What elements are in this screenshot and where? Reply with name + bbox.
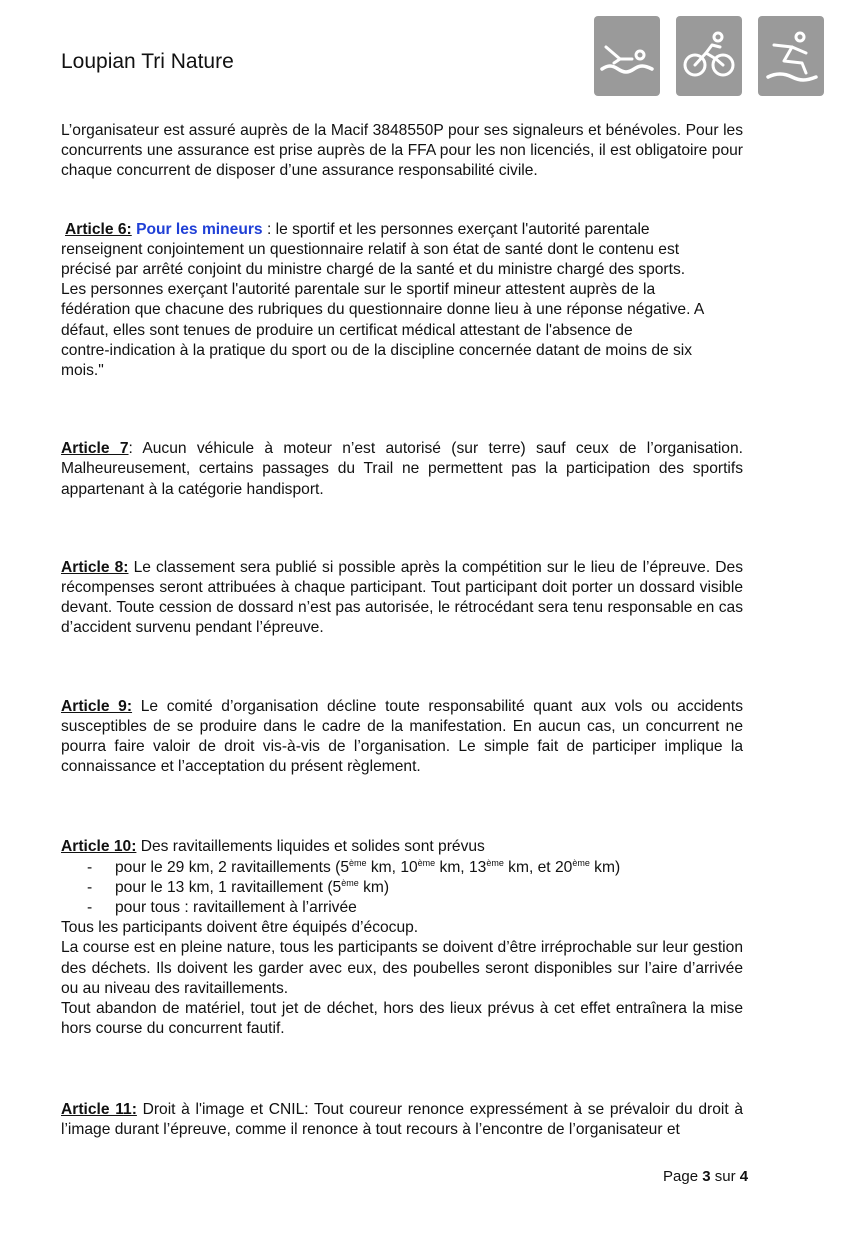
article-11-text: Droit à l'image et CNIL: Tout coureur renonce expressément à se prévaloir du droit à l’image durant l’épreuve, comme il renonce à tout recours à l’encontre de l’organisateur et <box>61 1100 744 1138</box>
sport-icons <box>594 16 824 96</box>
article-6-line: fédération que chacune des rubriques du questionnaire donne lieu à une réponse négative. A <box>61 301 705 319</box>
swim-icon <box>594 16 660 96</box>
article-10 <box>61 837 743 1039</box>
article-6-title: Article 6: <box>65 220 132 238</box>
article-6-line: renseignent conjointement un questionnaire relatif à son état de santé dont le contenu est <box>61 240 680 258</box>
list-item: - pour le 13 km, 1 ravitaillement (5ème km) <box>87 878 743 898</box>
article-6-line: contre-indication à la pratique du sport ou de la discipline concernée datant de moins de six <box>61 341 693 359</box>
article-6-line: Les personnes exerçant l'autorité parentale sur le sportif mineur attestent auprès de la <box>61 281 656 299</box>
article-7-text: : Aucun véhicule à moteur n’est autorisé (sur terre) sauf ceux de l’organisation. Malheureusement, certains passages du Trail ne permettent pas la participation des sportifs appartenant à la catégorie handisport. <box>61 440 743 498</box>
intro-paragraph: L’organisateur est assuré auprès de la Macif 3848550P pour ses signaleurs et bénévoles. Pour les concurrents une assurance est prise auprès de la FFA pour les non licenciés, il est obligatoire pour chaque concurrent de disposer d’une assurance responsabilité civile. <box>61 122 743 180</box>
article-6-line: défaut, elles sont tenues de produire un certificat médical attestant de l'absence de <box>61 321 633 339</box>
list-item: - pour le 29 km, 2 ravitaillements (5ème km, 10ème km, 13ème km, et 20ème km) <box>87 858 743 878</box>
article-10-para: Tout abandon de matériel, tout jet de déchet, hors des lieux prévus à cet effet entraînera la mise hors course du concurrent fautif. <box>61 1000 743 1038</box>
article-6-highlight: Pour les mineurs <box>136 220 263 238</box>
article-7 <box>61 439 743 500</box>
article-10-para: Tous les participants doivent être équipés d’écocup. <box>61 919 419 937</box>
article-10-intro: Des ravitaillements liquides et solides sont prévus <box>136 838 485 856</box>
bike-icon <box>676 16 742 96</box>
supply-list <box>61 858 743 919</box>
article-6-line: mois." <box>61 362 104 380</box>
article-10-title: Article 10: <box>61 838 137 856</box>
article-8 <box>61 558 743 639</box>
article-10-para: La course est en pleine nature, tous les participants se doivent d’être irréprochable sur leur gestion des déchets. Ils doivent les garder avec eux, des poubelles seront disponibles sur l’aire d’arrivée ou au niveau des ravitaillements. <box>61 939 743 997</box>
article-11 <box>61 1100 743 1140</box>
article-6-line: : le sportif et les personnes exerçant l'autorité parentale <box>262 220 650 238</box>
article-9-title: Article 9: <box>61 697 133 715</box>
run-icon <box>758 16 824 96</box>
list-item: - pour tous : ravitaillement à l’arrivée <box>87 898 743 918</box>
article-8-text: Le classement sera publié si possible après la compétition sur le lieu de l’épreuve. Des récompenses seront attribuées à chaque participant. Tout participant doit porter un dossard visible devant. Toute cession de dossard n’est pas autorisée, le rétrocédant sera tenu responsable en cas d’accident survenu pendant l’épreuve. <box>61 558 743 637</box>
page-title: Loupian Tri Nature <box>61 50 234 73</box>
document-body <box>61 121 743 1140</box>
article-11-title: Article 11: <box>61 1100 137 1118</box>
article-7-title: Article 7 <box>61 440 129 458</box>
article-6-line: précisé par arrêté conjoint du ministre chargé de la santé et du ministre chargé des sports. <box>61 261 686 279</box>
article-8-title: Article 8: <box>61 558 129 576</box>
article-9-text: Le comité d’organisation décline toute responsabilité quant aux vols ou accidents susceptibles de se produire dans le cadre de la manifestation. En aucun cas, un concurrent ne pourra faire valoir de droit vis-à-vis de l’organisation. Le simple fait de participer implique la connaissance et l’acceptation du présent règlement. <box>61 697 743 776</box>
page-number: Page 3 sur 4 <box>663 1168 749 1185</box>
article-9 <box>61 697 743 778</box>
article-6 <box>61 220 743 240</box>
